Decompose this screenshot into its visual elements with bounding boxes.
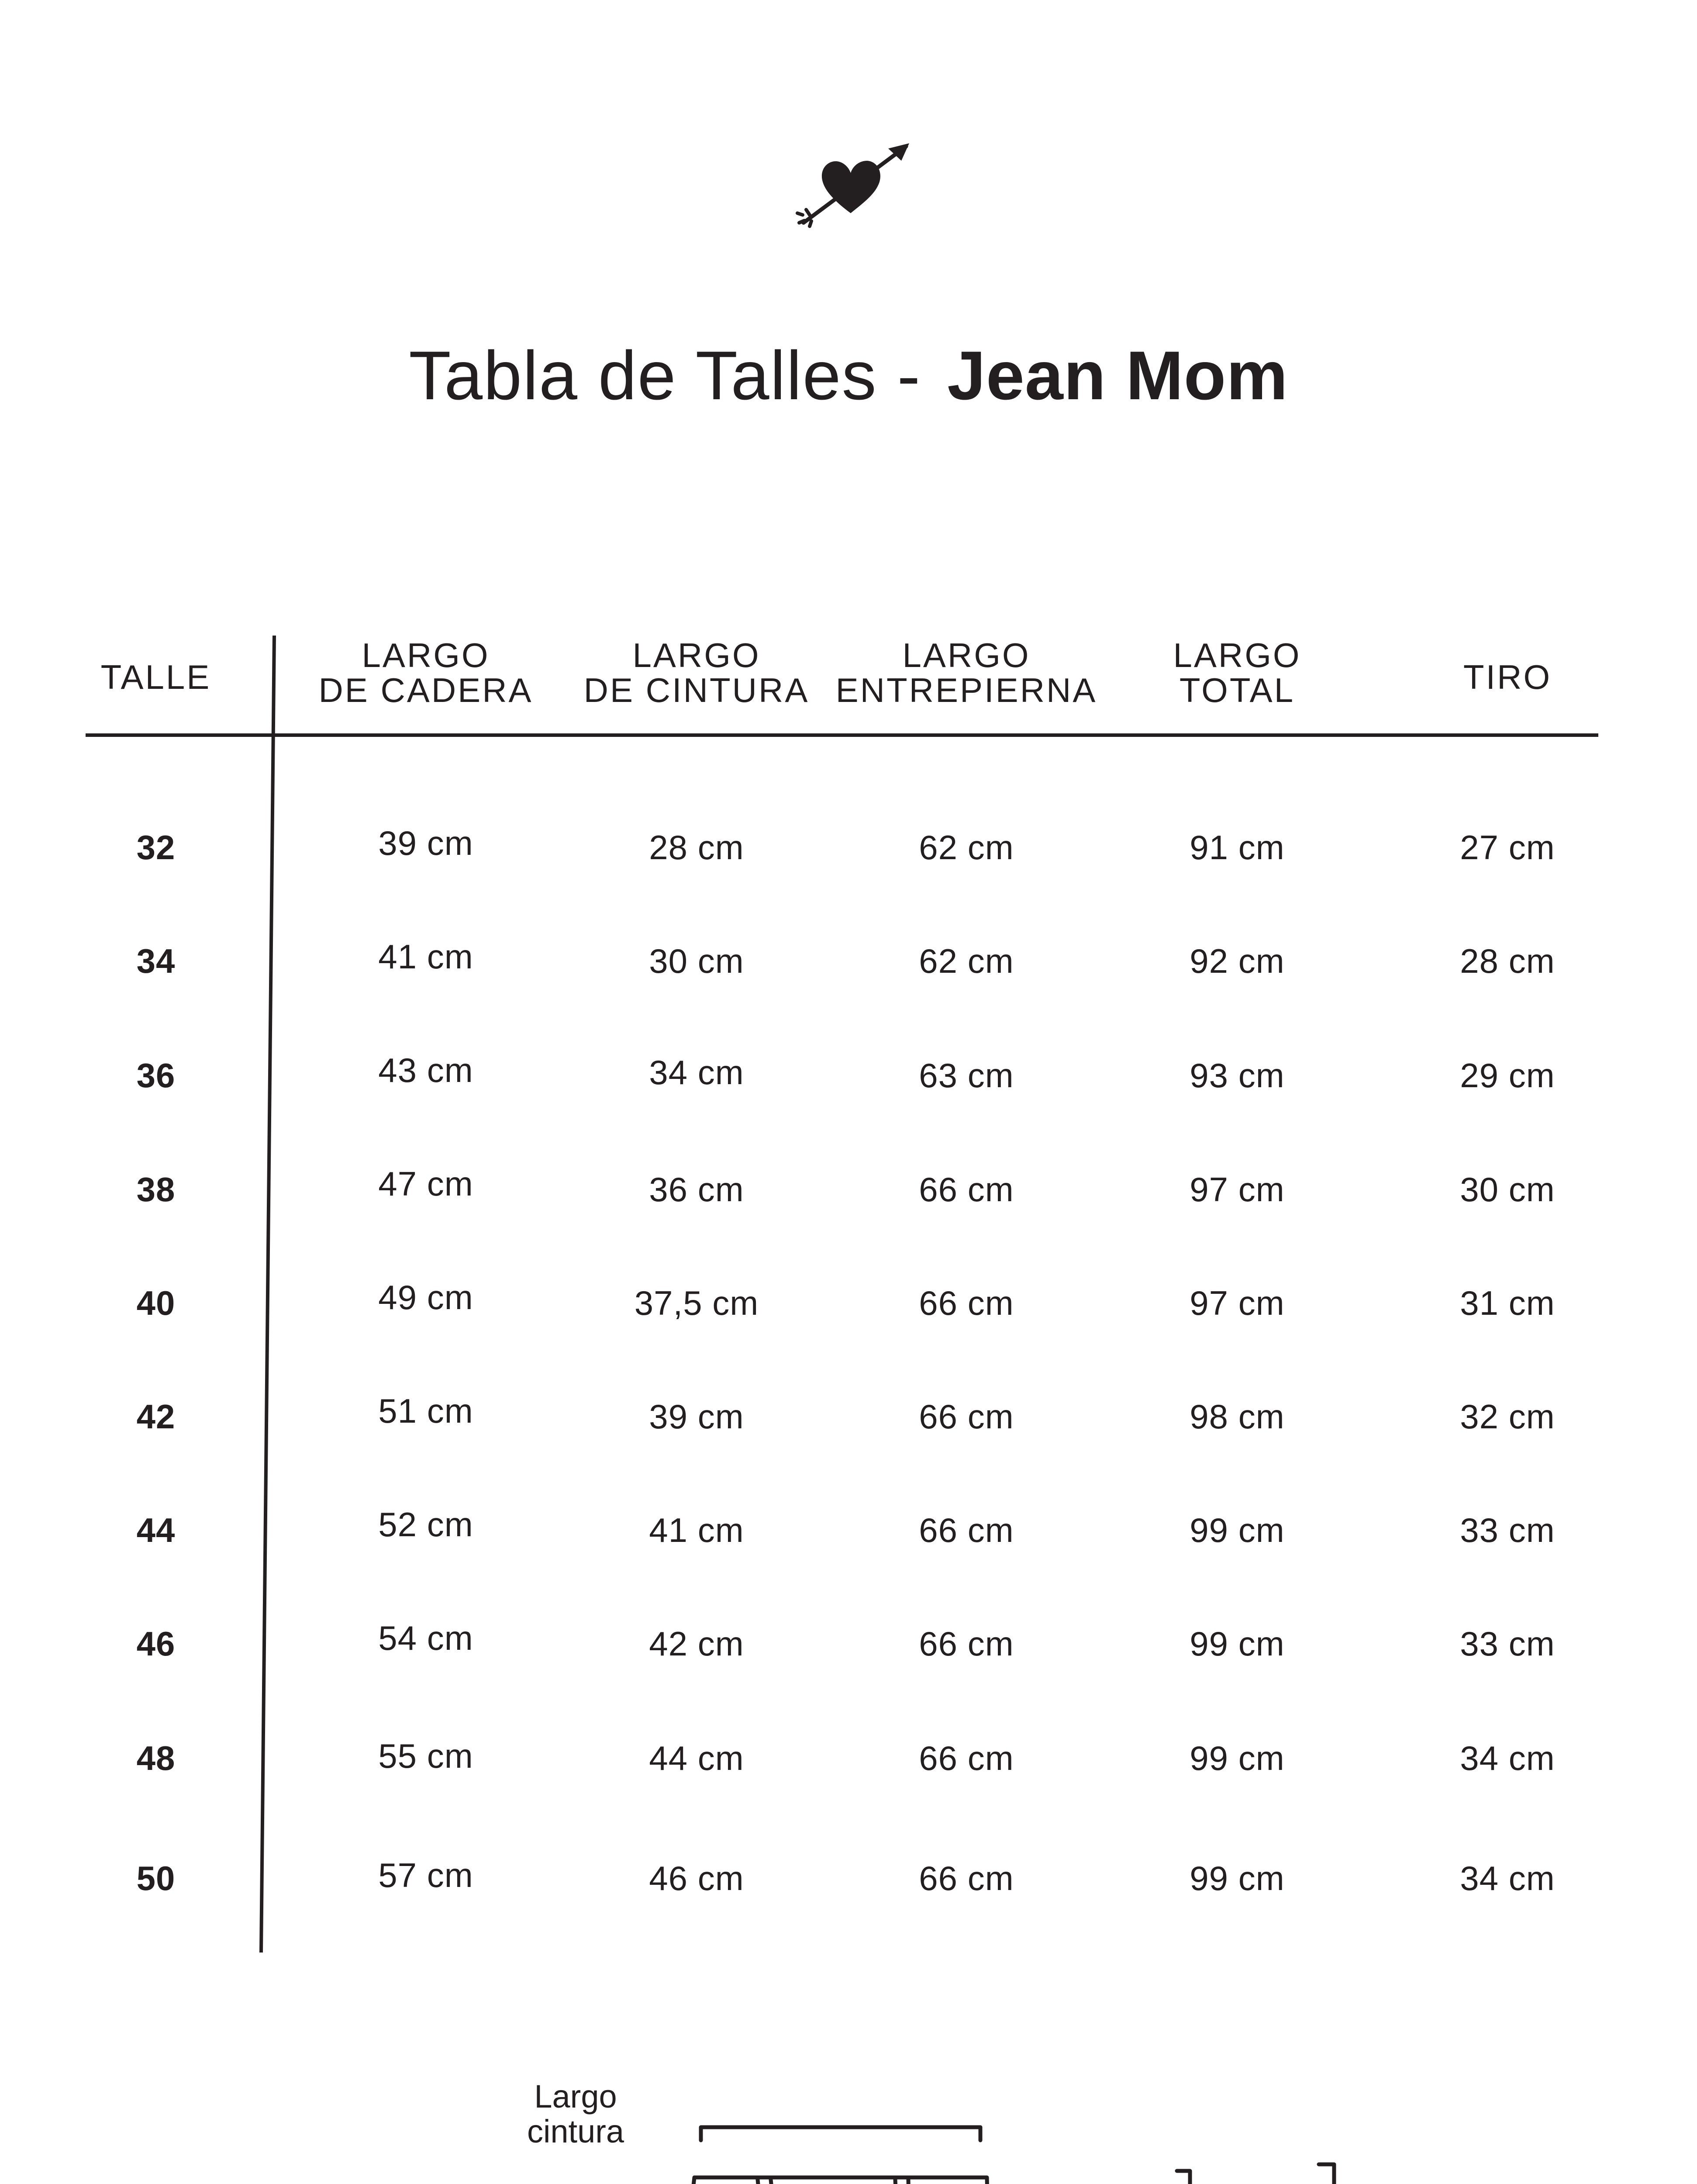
cell-cadera: 57 cm: [378, 1856, 473, 1894]
cell-entrepierna: 62 cm: [919, 942, 1014, 980]
cell-cadera: 55 cm: [378, 1737, 473, 1775]
label-largo-cintura: [527, 2079, 624, 2149]
cell-tiro: 32 cm: [1460, 1397, 1555, 1436]
cell-tiro: 27 cm: [1460, 828, 1555, 867]
cell-cadera: 39 cm: [378, 824, 473, 862]
cell-total: 91 cm: [1190, 828, 1285, 867]
header-cintura: [584, 638, 810, 708]
cell-talle: 50: [136, 1859, 176, 1897]
column-divider: [261, 636, 274, 1952]
cell-cadera: 43 cm: [378, 1051, 473, 1089]
cell-cintura: 28 cm: [649, 828, 744, 867]
cell-cadera: 51 cm: [378, 1392, 473, 1430]
cell-cintura: 37,5 cm: [634, 1284, 759, 1322]
header-tiro-line: TIRO: [1463, 658, 1552, 696]
cell-cintura: 39 cm: [649, 1397, 744, 1436]
cell-cintura: 30 cm: [649, 942, 744, 980]
cell-total: 92 cm: [1190, 942, 1285, 980]
label-cintura-line1: Largo: [534, 2078, 617, 2115]
header-cadera: [318, 638, 533, 708]
cell-talle: 38: [136, 1170, 176, 1209]
cell-entrepierna: 66 cm: [919, 1739, 1014, 1777]
heart-arrow-icon: [795, 135, 917, 236]
cell-talle: 48: [136, 1739, 176, 1777]
cell-total: 97 cm: [1190, 1284, 1285, 1322]
cell-tiro: 34 cm: [1460, 1859, 1555, 1897]
header-entrepierna-line1: LARGO: [902, 636, 1031, 674]
cell-cintura: 46 cm: [649, 1859, 744, 1897]
cell-tiro: 28 cm: [1460, 942, 1555, 980]
cell-cintura: 41 cm: [649, 1511, 744, 1549]
cell-entrepierna: 66 cm: [919, 1859, 1014, 1897]
cell-total: 99 cm: [1190, 1739, 1285, 1777]
header-cadera-line1: LARGO: [362, 636, 490, 674]
cell-cadera: 52 cm: [378, 1505, 473, 1544]
header-talle-line: TALLE: [100, 658, 211, 696]
cell-talle: 46: [136, 1624, 176, 1663]
header-entrepierna-line2: ENTREPIERNA: [835, 671, 1097, 709]
cell-entrepierna: 62 cm: [919, 828, 1014, 867]
cell-entrepierna: 66 cm: [919, 1170, 1014, 1209]
cell-total: 98 cm: [1190, 1397, 1285, 1436]
header-entrepierna: [836, 638, 1097, 708]
cell-cadera: 54 cm: [378, 1619, 473, 1657]
cell-total: 99 cm: [1190, 1511, 1285, 1549]
cell-cadera: 47 cm: [378, 1165, 473, 1203]
cell-cadera: 41 cm: [378, 937, 473, 976]
cell-cadera: 49 cm: [378, 1278, 473, 1317]
cell-entrepierna: 66 cm: [919, 1511, 1014, 1549]
cell-tiro: 33 cm: [1460, 1511, 1555, 1549]
cell-total: 93 cm: [1190, 1056, 1285, 1095]
cell-entrepierna: 66 cm: [919, 1397, 1014, 1436]
header-cadera-line2: DE CADERA: [318, 671, 533, 709]
cell-talle: 42: [136, 1397, 176, 1436]
cell-entrepierna: 63 cm: [919, 1056, 1014, 1095]
cell-entrepierna: 66 cm: [919, 1624, 1014, 1663]
cell-cintura: 42 cm: [649, 1624, 744, 1663]
label-cintura-line2: cintura: [527, 2113, 624, 2149]
jeans-illustration: [0, 2053, 1697, 2184]
cell-total: 97 cm: [1190, 1170, 1285, 1209]
cell-tiro: 30 cm: [1460, 1170, 1555, 1209]
cell-talle: 44: [136, 1511, 176, 1549]
cell-total: 99 cm: [1190, 1859, 1285, 1897]
header-talle: [101, 660, 211, 695]
header-cintura-line2: DE CINTURA: [583, 671, 810, 709]
header-total-line1: LARGO: [1173, 636, 1301, 674]
cell-talle: 40: [136, 1284, 176, 1322]
cell-tiro: 31 cm: [1460, 1284, 1555, 1322]
header-total: [1173, 638, 1301, 708]
title-product: Jean Mom: [947, 337, 1288, 414]
cell-tiro: 34 cm: [1460, 1739, 1555, 1777]
header-cintura-line1: LARGO: [632, 636, 761, 674]
cell-tiro: 33 cm: [1460, 1624, 1555, 1663]
cell-entrepierna: 66 cm: [919, 1284, 1014, 1322]
page-title: [0, 332, 1697, 419]
cell-total: 99 cm: [1190, 1624, 1285, 1663]
cell-talle: 36: [136, 1056, 176, 1095]
cell-cintura: 44 cm: [649, 1739, 744, 1777]
title-prefix: Tabla de Talles -: [409, 337, 921, 414]
cell-tiro: 29 cm: [1460, 1056, 1555, 1095]
cell-cintura: 34 cm: [649, 1053, 744, 1092]
cell-talle: 34: [136, 942, 176, 980]
cell-talle: 32: [136, 828, 176, 867]
measurement-diagram: [0, 2053, 1697, 2184]
cell-cintura: 36 cm: [649, 1170, 744, 1209]
header-tiro: [1463, 660, 1552, 695]
header-total-line2: TOTAL: [1179, 671, 1295, 709]
